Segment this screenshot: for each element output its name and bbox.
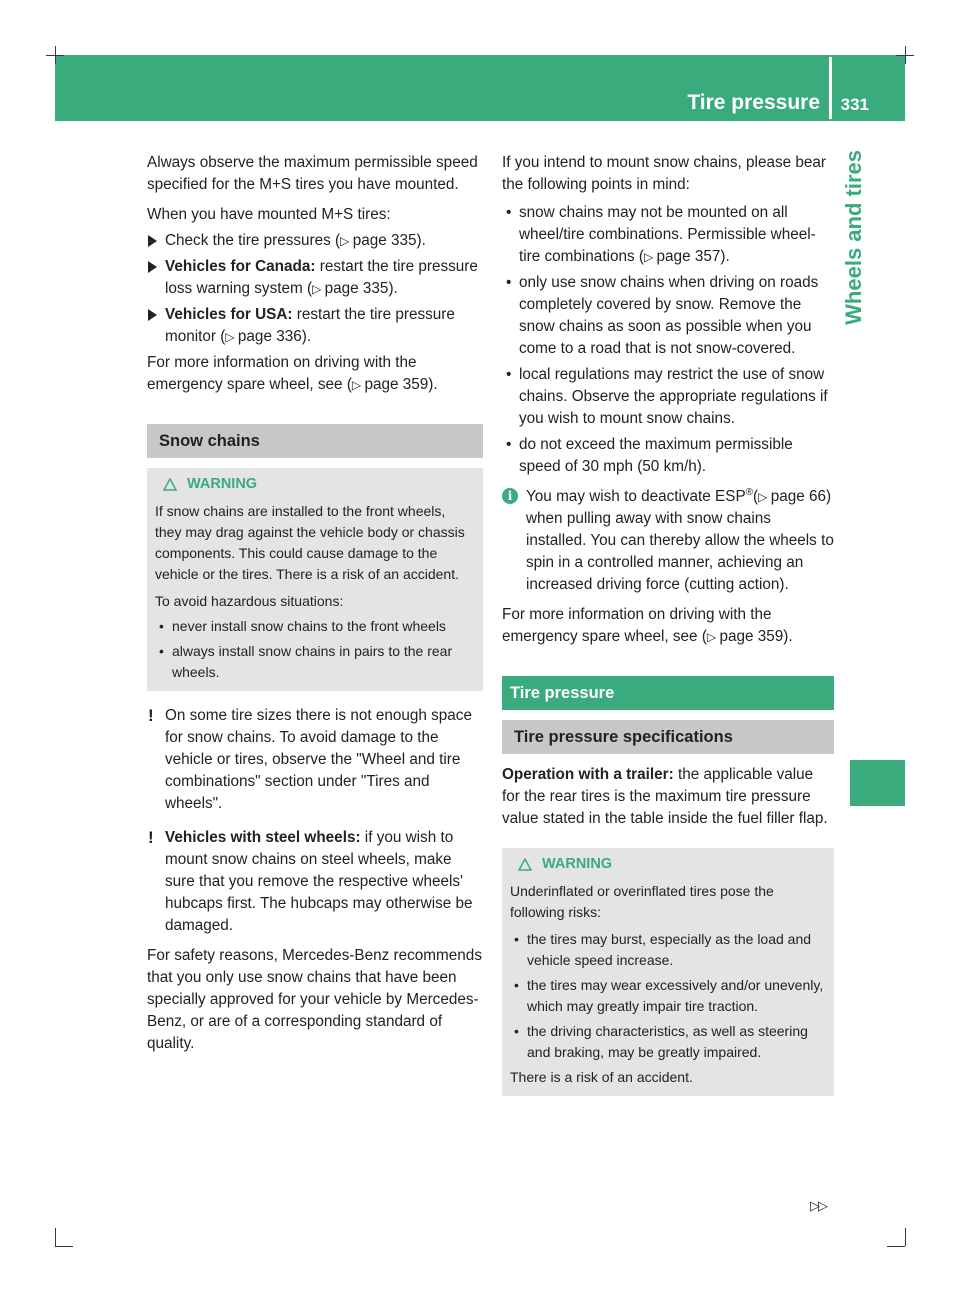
more-info-paragraph: For more information on driving with the emergency spare wheel, see (▷ page 359). — [502, 606, 793, 645]
header-divider — [829, 57, 832, 119]
step-item: Vehicles for USA: restart the tire pressure monitor (▷ page 336). — [147, 304, 483, 348]
exclamation-icon: ! — [148, 828, 154, 847]
section-heading-tire-pressure: Tire pressure — [502, 676, 834, 710]
crop-mark-bottom-right-h — [887, 1246, 905, 1247]
warning-bullet: • the tires may wear excessively and/or unevenly, which may greatly impair tire traction. — [514, 977, 824, 1014]
right-column — [502, 152, 834, 1096]
page-ref-icon: ▷ — [351, 378, 365, 392]
notice-paragraph: ! On some tire sizes there is not enough space for snow chains. To avoid damage to the vehicle or tires, observe the "Wheel and tire combinations" section under "Tires and wheels". — [148, 706, 472, 812]
page-ref-icon: ▷ — [312, 282, 325, 296]
step-arrow-icon — [148, 261, 157, 273]
page-ref-icon: ▷ — [706, 630, 720, 644]
page-header — [55, 55, 905, 121]
warning-triangle-icon — [518, 858, 532, 871]
page-reference-link[interactable]: page 335 — [324, 280, 389, 297]
info-icon: i — [502, 488, 518, 504]
list-item: • only use snow chains when driving on roads completely covered by snow. Remove the snow chains as soon as possible when you come to a road that is not snow-covered. — [506, 274, 819, 357]
continue-arrows-icon: ▷▷ — [810, 1198, 826, 1213]
warning-bullet: • always install snow chains in pairs to the rear wheels. — [159, 643, 453, 680]
notice-paragraph: ! Vehicles with steel wheels: if you wish to mount snow chains on steel wheels, make sure that you remove the respective wheels' hubcaps first. The hubcaps may otherwise be damaged. — [148, 828, 473, 934]
crop-mark-top-right-h — [896, 55, 914, 56]
trailer-paragraph: Operation with a trailer: the applicable value for the rear tires is the maximum tire pressure value stated in the table inside the fuel filler flap. — [502, 766, 828, 827]
header-title: Tire pressure — [687, 91, 820, 114]
page-reference-link[interactable]: page 359 — [364, 376, 429, 393]
warning-title: WARNING — [510, 854, 826, 875]
page-reference-link[interactable]: page 357 — [656, 248, 721, 265]
crop-mark-top-left-h — [46, 55, 64, 56]
left-column — [147, 152, 483, 1063]
when-mounted-text: When you have mounted M+S tires: — [147, 206, 391, 223]
exclamation-icon: ! — [148, 706, 154, 725]
warning-triangle-icon — [163, 478, 177, 491]
warning-text: Underinflated or overinflated tires pose the following risks: — [510, 883, 774, 920]
warning-title: WARNING — [155, 474, 475, 495]
step-arrow-icon — [148, 309, 157, 321]
page-ref-icon: ▷ — [758, 490, 771, 504]
warning-text: If snow chains are installed to the front wheels, they may drag against the vehicle body or chassis components. This could cause damage to the vehicle or the tires. There is a risk of an accident. — [155, 503, 465, 582]
warning-text: To avoid hazardous situations: — [155, 593, 344, 609]
crop-mark-bottom-left — [55, 1228, 56, 1246]
page-reference-link[interactable]: page 66 — [770, 488, 827, 505]
warning-bullet: • the driving characteristics, as well as steering and braking, may be greatly impaired. — [514, 1023, 808, 1060]
page-ref-icon: ▷ — [225, 330, 238, 344]
warning-bullet: • never install snow chains to the front wheels — [159, 618, 446, 634]
page-ref-icon: ▷ — [340, 234, 353, 248]
list-item: • snow chains may not be mounted on all wheel/tire combinations. Permissible wheel-tire combinations (▷ page 357). — [506, 204, 816, 265]
warning-bullet: • the tires may burst, especially as the load and vehicle speed increase. — [514, 931, 812, 968]
page-reference-link[interactable]: page 359 — [719, 628, 784, 645]
crop-mark-bottom-right — [905, 1228, 906, 1246]
warning-box — [502, 848, 834, 1096]
page-ref-icon: ▷ — [643, 250, 657, 264]
step-arrow-icon — [148, 235, 157, 247]
list-item: • do not exceed the maximum permissible speed of 30 mph (50 km/h). — [506, 436, 793, 475]
info-note: i You may wish to deactivate ESP®(▷ page 66) when pulling away with snow chains installed. You can thereby allow the wheels to spin in a controlled manner, achieving an increased driving force (cutting action). — [502, 486, 834, 596]
page-reference-link[interactable]: page 335 — [352, 232, 417, 249]
warning-text: There is a risk of an accident. — [510, 1069, 693, 1085]
safety-paragraph: For safety reasons, Mercedes-Benz recommends that you only use snow chains that have been specially approved for your vehicle by Mercedes-Benz, or are of a corresponding standard of quality. — [147, 947, 482, 1052]
subsection-heading-specifications: Tire pressure specifications — [502, 720, 834, 754]
snow-chains-intro: If you intend to mount snow chains, please bear the following points in mind: — [502, 154, 826, 193]
crop-mark-bottom-left-h — [55, 1246, 73, 1247]
step-item: Check the tire pressures (▷ page 335). — [147, 230, 483, 252]
page-reference-link[interactable]: page 336 — [237, 328, 302, 345]
warning-box — [147, 468, 483, 691]
more-info-paragraph: For more information on driving with the emergency spare wheel, see (▷ page 359). — [147, 354, 438, 393]
list-item: • local regulations may restrict the use of snow chains. Observe the appropriate regulations if you wish to mount snow chains. — [506, 366, 828, 427]
side-chapter-tab — [850, 760, 905, 806]
step-item: Vehicles for Canada: restart the tire pressure loss warning system (▷ page 335). — [147, 256, 483, 300]
side-chapter-label: Wheels and tires — [841, 150, 866, 325]
page-number: 331 — [840, 95, 869, 114]
intro-paragraph: Always observe the maximum permissible speed specified for the M+S tires you have mounted. — [147, 154, 478, 193]
section-heading-snow-chains: Snow chains — [147, 424, 483, 458]
